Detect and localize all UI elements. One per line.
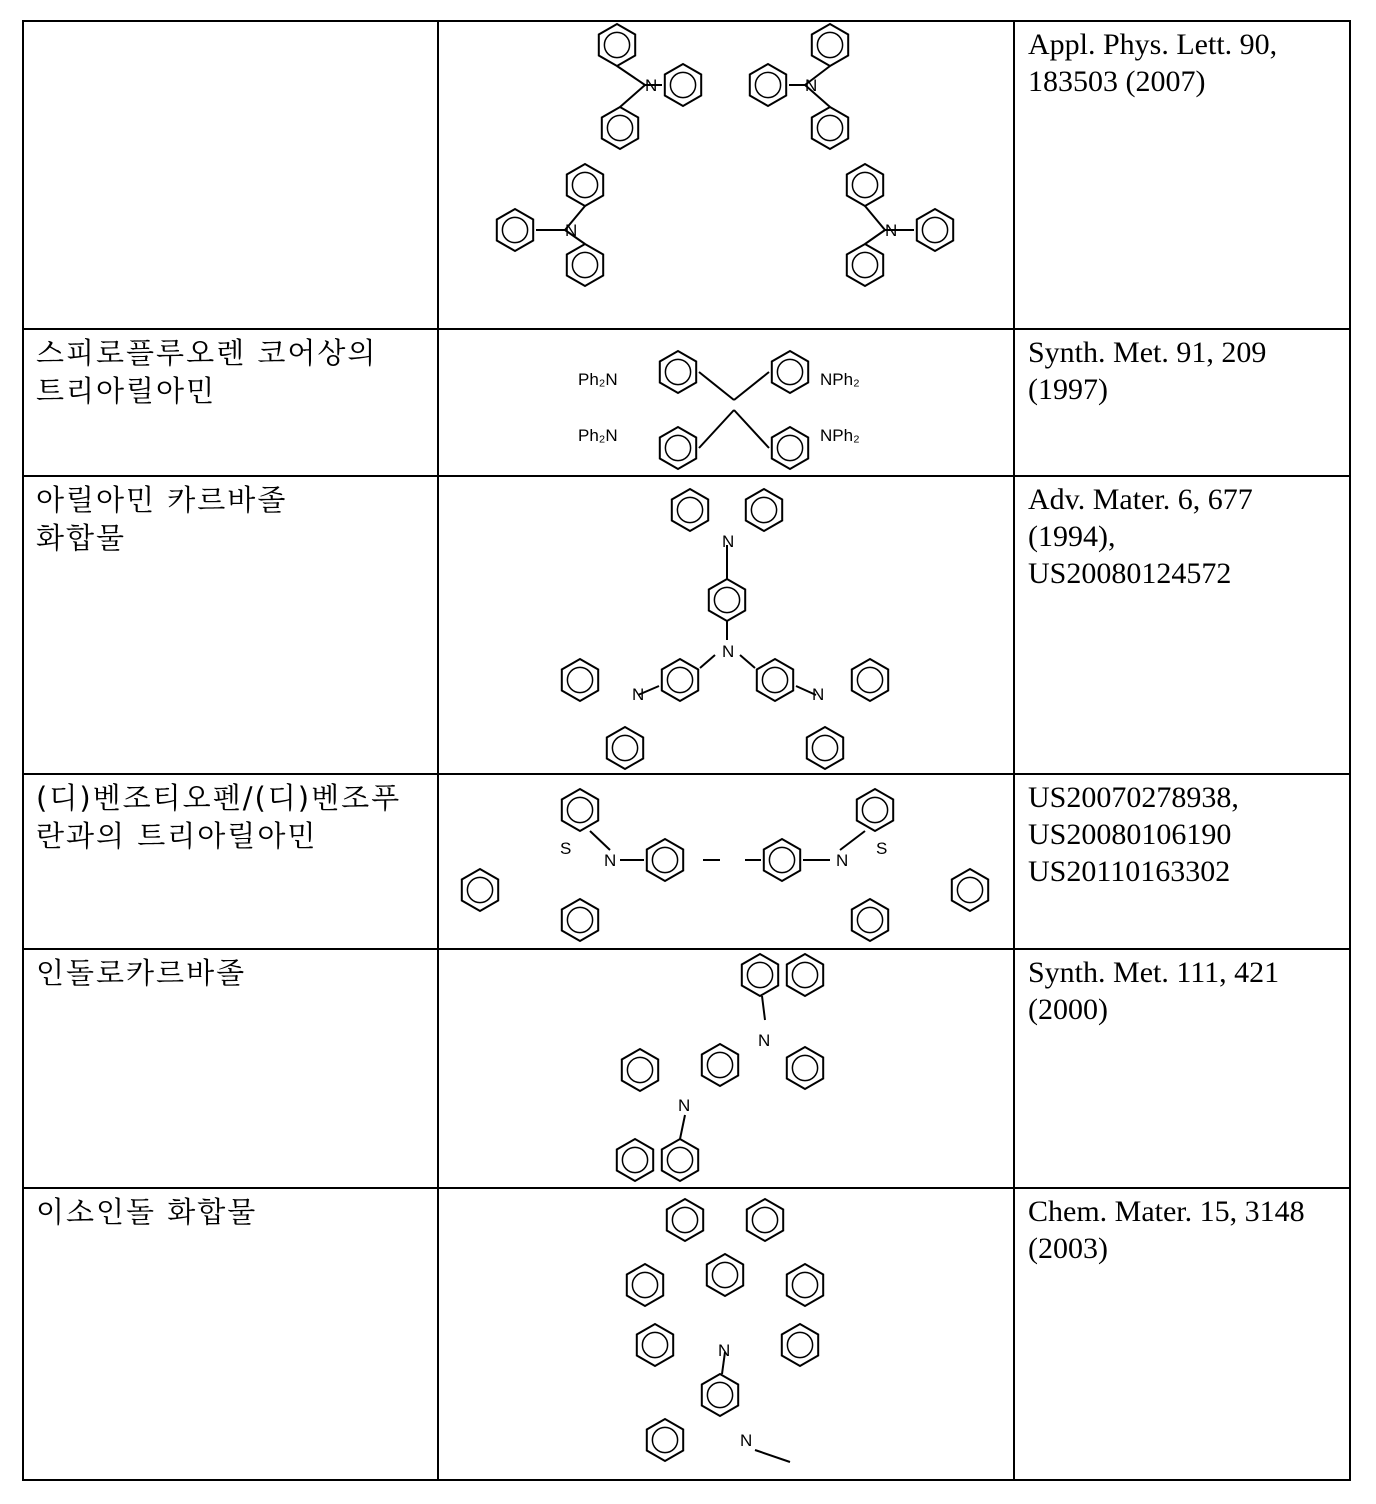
aromatic-circle [567, 797, 592, 822]
compound-class-name: 이소인돌 화합물 [36, 1193, 257, 1231]
atom-label: N [565, 221, 577, 240]
aromatic-circle [747, 962, 772, 987]
bond [865, 230, 885, 244]
aromatic-circle [852, 252, 877, 277]
aromatic-circle [667, 1147, 692, 1172]
atom-label: N [758, 1031, 770, 1050]
atom-label: N [722, 642, 734, 661]
compound-class-name: (디)벤조티오펜/(디)벤조푸 란과의 트리아릴아민 [36, 779, 401, 855]
aromatic-circle [572, 252, 597, 277]
literature-reference: Synth. Met. 91, 209 (1997) [1028, 334, 1266, 408]
atom-label: N [645, 76, 657, 95]
chemical-structures [0, 0, 1376, 1504]
aromatic-circle [502, 217, 527, 242]
aromatic-circle [607, 115, 632, 140]
atom-label: N [836, 851, 848, 870]
aromatic-circle [777, 435, 802, 460]
aromatic-circle [792, 962, 817, 987]
aromatic-circle [714, 587, 739, 612]
atom-label: N [812, 685, 824, 704]
bond [590, 831, 610, 850]
atom-label: N [678, 1096, 690, 1115]
aromatic-circle [665, 435, 690, 460]
compound-class-name: 스피로플루오렌 코어상의 트리아릴아민 [36, 334, 377, 410]
atom-label: S [560, 839, 571, 858]
aromatic-circle [642, 1332, 667, 1357]
atom-label: NPh₂ [820, 370, 860, 389]
aromatic-circle [567, 907, 592, 932]
literature-reference: Appl. Phys. Lett. 90, 183503 (2007) [1028, 26, 1277, 100]
atom-label: N [722, 532, 734, 551]
aromatic-circle [777, 359, 802, 384]
aromatic-circle [751, 497, 776, 522]
compound-class-name: 아릴아민 카르바졸 화합물 [36, 481, 287, 557]
aromatic-circle [817, 115, 842, 140]
aromatic-circle [755, 72, 780, 97]
atom-label: N [885, 221, 897, 240]
bond [734, 372, 769, 400]
aromatic-circle [792, 1272, 817, 1297]
aromatic-circle [652, 1427, 677, 1452]
bond [762, 996, 765, 1020]
literature-reference: Synth. Met. 111, 421 (2000) [1028, 954, 1279, 1028]
atom-label: N [718, 1341, 730, 1360]
aromatic-circle [857, 907, 882, 932]
aromatic-circle [467, 877, 492, 902]
aromatic-circle [817, 32, 842, 57]
bond [680, 1115, 685, 1139]
aromatic-circle [862, 797, 887, 822]
aromatic-circle [792, 1055, 817, 1080]
literature-reference: US20070278938, US20080106190 US20110163302 [1028, 779, 1239, 890]
bond [734, 410, 769, 448]
aromatic-circle [922, 217, 947, 242]
aromatic-circle [572, 172, 597, 197]
compound-class-name: 인돌로카르바졸 [36, 954, 246, 992]
atom-label: N [604, 851, 616, 870]
aromatic-circle [957, 877, 982, 902]
bond [620, 85, 645, 107]
aromatic-circle [652, 847, 677, 872]
aromatic-circle [632, 1272, 657, 1297]
aromatic-circle [604, 32, 629, 57]
bond [617, 66, 645, 85]
bond [699, 372, 734, 400]
aromatic-circle [707, 1382, 732, 1407]
atom-label: NPh₂ [820, 426, 860, 445]
bond [840, 831, 865, 850]
aromatic-circle [672, 1207, 697, 1232]
aromatic-circle [852, 172, 877, 197]
aromatic-circle [612, 735, 637, 760]
literature-reference: Adv. Mater. 6, 677 (1994), US20080124572 [1028, 481, 1253, 592]
aromatic-circle [677, 497, 702, 522]
atom-label: Ph₂N [578, 370, 618, 389]
bond [740, 655, 755, 668]
aromatic-circle [670, 72, 695, 97]
bond [700, 655, 715, 668]
aromatic-circle [622, 1147, 647, 1172]
aromatic-circle [787, 1332, 812, 1357]
aromatic-circle [752, 1207, 777, 1232]
aromatic-circle [762, 667, 787, 692]
aromatic-circle [627, 1057, 652, 1082]
aromatic-circle [707, 1052, 732, 1077]
bond [755, 1450, 790, 1462]
aromatic-circle [667, 667, 692, 692]
aromatic-circle [812, 735, 837, 760]
bond [865, 206, 885, 230]
bond [699, 410, 734, 448]
atom-label: Ph₂N [578, 426, 618, 445]
atom-label: N [805, 76, 817, 95]
literature-reference: Chem. Mater. 15, 3148 (2003) [1028, 1193, 1305, 1267]
aromatic-circle [857, 667, 882, 692]
atom-label: N [740, 1431, 752, 1450]
atom-label: N [632, 685, 644, 704]
aromatic-circle [665, 359, 690, 384]
aromatic-circle [769, 847, 794, 872]
aromatic-circle [567, 667, 592, 692]
aromatic-circle [712, 1262, 737, 1287]
atom-label: S [876, 839, 887, 858]
